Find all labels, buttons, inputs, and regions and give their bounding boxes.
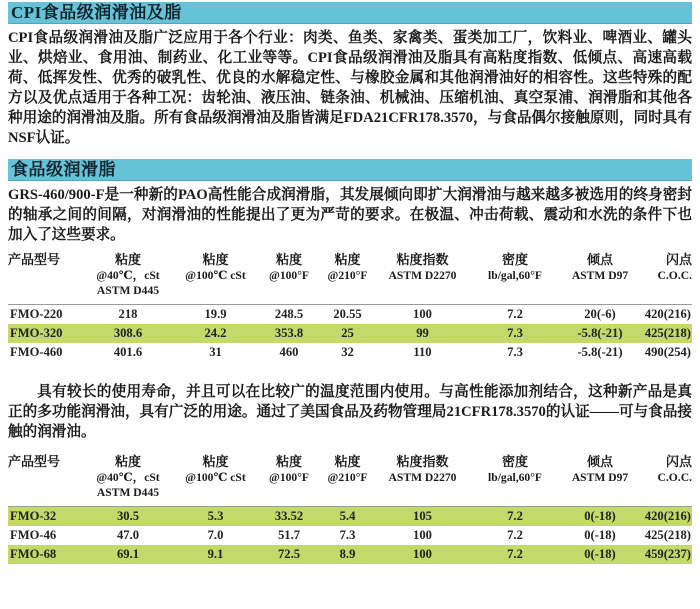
value-cell: 420(216): [640, 507, 692, 527]
value-cell: -5.8(-21): [560, 324, 640, 343]
intro-paragraph: CPI食品级润滑油及脂广泛应用于各个行业：肉类、鱼类、家禽类、蛋类加工厂，饮料业、啤酒业、罐头业、烘焙业、食用油、制药业、化工业等等。CPI食品级润滑油及脂具有高粘度指数、低倾点、高速高载荷、低挥发性、优秀的破乳性、优良的水解稳定性、与橡胶金属和其他润滑油好的相容性。这些特殊的配方以及优点适用于各种工况：齿轮油、液压油、链条油、机械油、压缩机油、真空泵浦、润滑脂和其他各种用途的润滑油及脂。所有食品级润滑油及脂皆满足FDA21CFR178.3570，与食品偶尔接触原则，同时具有NSF认证。: [8, 30, 692, 146]
value-cell: 353.8: [258, 324, 320, 343]
value-cell: 0(-18): [560, 545, 640, 564]
value-cell: 31: [209, 345, 222, 359]
column-header: 粘度指数 ASTM D2270: [375, 454, 470, 507]
column-header: 粘度 @100℃ cSt: [173, 252, 258, 305]
value-cell: 308.6: [83, 324, 173, 343]
column-header: 闪点 C.O.C.: [640, 454, 692, 507]
value-cell: 0(-18): [560, 507, 640, 527]
value-cell: 248.5: [274, 307, 304, 321]
value-cell: 459(237): [640, 545, 692, 564]
spacer: [8, 148, 692, 159]
value-cell: -5.8(-21): [577, 345, 623, 359]
value-cell: 100: [413, 307, 432, 321]
spacer: [8, 362, 692, 378]
value-cell: 20.55: [333, 307, 362, 321]
value-cell: 218: [118, 307, 138, 321]
value-cell: 7.3: [470, 324, 560, 343]
column-header: 倾点 ASTM D97: [560, 454, 640, 507]
value-cell: 425(218): [644, 528, 691, 542]
spec-table-body: [8, 305, 692, 363]
product-model-cell: FMO-320: [8, 324, 83, 343]
value-cell: 7.3: [339, 528, 356, 542]
table-row: [8, 526, 692, 545]
value-cell: 7.2: [470, 507, 560, 527]
column-header: 产品型号: [8, 252, 61, 267]
value-cell: 25: [320, 324, 375, 343]
spec-table-header: [8, 252, 692, 305]
section-title: 食品级润滑脂: [11, 160, 116, 179]
header-row: [8, 454, 692, 507]
spec-table-fmo-heavy: [8, 252, 692, 362]
value-cell: 0(-18): [584, 528, 616, 542]
value-cell: 100: [413, 528, 432, 542]
value-cell: 7.2: [507, 307, 523, 321]
column-subheader: ASTM D2270: [388, 471, 457, 484]
column-subheader: ASTM D445: [96, 486, 160, 499]
column-subheader: C.O.C.: [657, 269, 692, 282]
value-cell: 420(216): [644, 307, 691, 321]
value-cell: 105: [375, 507, 470, 527]
value-cell: 110: [413, 345, 432, 359]
table-row: [8, 305, 692, 325]
value-cell: 7.2: [470, 545, 560, 564]
table-row: [8, 507, 692, 527]
value-cell: 51.7: [277, 528, 301, 542]
column-subheader: ASTM D97: [571, 269, 629, 282]
value-cell: 72.5: [258, 545, 320, 564]
column-subheader: @100℃ cSt: [185, 269, 246, 282]
column-subheader: lb/gal,60°F: [488, 269, 542, 282]
product-model-cell: FMO-68: [8, 545, 83, 564]
value-cell: 401.6: [113, 345, 143, 359]
column-header: 闪点 C.O.C.: [640, 252, 692, 305]
table-row: [8, 545, 692, 564]
table-row: [8, 343, 692, 362]
column-subheader: @100°F: [269, 269, 309, 282]
column-header: 粘度指数 ASTM D2270: [375, 252, 470, 305]
header-row: [8, 252, 692, 305]
section-title-bar-lubricants: [8, 2, 692, 24]
product-model-cell: FMO-460: [10, 345, 63, 359]
column-subheader: lb/gal,60°F: [488, 471, 542, 484]
value-cell: 7.2: [507, 528, 523, 542]
column-header: 粘度 @40℃，cSt ASTM D445: [83, 454, 173, 507]
value-cell: 7.3: [507, 345, 523, 359]
value-cell: 24.2: [173, 324, 258, 343]
value-cell: 19.9: [204, 307, 227, 321]
value-cell: 33.52: [258, 507, 320, 527]
value-cell: 8.9: [320, 545, 375, 564]
column-subheader: @40℃，cSt: [96, 471, 160, 484]
column-subheader: ASTM D2270: [388, 269, 457, 282]
value-cell: 47.0: [116, 528, 140, 542]
spec-table-fmo-light: [8, 454, 692, 564]
column-header: 粘度 @100°F: [258, 252, 320, 305]
product-model-cell: FMO-220: [10, 307, 63, 321]
value-cell: 20(-6): [584, 307, 616, 321]
value-cell: 460: [279, 345, 299, 359]
column-header: 倾点 ASTM D97: [560, 252, 640, 305]
column-subheader: @40℃，cSt: [96, 269, 160, 282]
grease-paragraph: GRS-460/900-F是一种新的PAO高性能合成润滑脂，其发展倾向即扩大润滑油与越来越多被选用的终身密封的轴承之间的间隔，对润滑油的性能提出了更为严苛的要求。在极温、冲击荷载、震动和水洗的条件下也加入了这些要求。: [8, 187, 692, 243]
column-header: 粘度 @210°F: [320, 252, 375, 305]
value-cell: 7.0: [207, 528, 224, 542]
value-cell: 99: [375, 324, 470, 343]
lifetime-paragraph: 具有较长的使用寿命，并且可以在比较广的温度范围内使用。与高性能添加剂结合，这种新产品是真正的多功能润滑油，具有广泛的用途。通过了美国食品及药物管理局21CFR178.3570的认证——可与食品接触的润滑油。: [8, 384, 692, 440]
column-subheader: @210°F: [327, 471, 368, 484]
column-subheader: @100°F: [269, 471, 309, 484]
column-header: 密度 lb/gal,60°F: [470, 252, 560, 305]
value-cell: 30.5: [83, 507, 173, 527]
value-cell: 69.1: [83, 545, 173, 564]
section-title-bar-grease: [8, 159, 692, 181]
product-model-cell: FMO-46: [10, 528, 57, 542]
value-cell: 5.3: [173, 507, 258, 527]
column-subheader: ASTM D445: [96, 284, 160, 297]
spec-table-header: [8, 454, 692, 507]
column-subheader: @210°F: [327, 269, 368, 282]
table-row: [8, 324, 692, 343]
value-cell: 425(218): [640, 324, 692, 343]
column-header: 粘度 @210°F: [320, 454, 375, 507]
column-header: 粘度 @100°F: [258, 454, 320, 507]
column-header: 密度 lb/gal,60°F: [470, 454, 560, 507]
column-header: 粘度 @100℃ cSt: [173, 454, 258, 507]
column-header: 粘度 @40℃，cSt ASTM D445: [83, 252, 173, 305]
section-title: CPI食品级润滑油及脂: [11, 3, 182, 22]
column-subheader: ASTM D97: [571, 471, 629, 484]
value-cell: 9.1: [173, 545, 258, 564]
column-subheader: @100℃ cSt: [185, 471, 246, 484]
value-cell: 5.4: [320, 507, 375, 527]
spec-table-body: [8, 507, 692, 565]
value-cell: 32: [341, 345, 354, 359]
value-cell: 490(254): [644, 345, 691, 359]
column-header: 产品型号: [8, 454, 61, 469]
column-subheader: C.O.C.: [657, 471, 692, 484]
product-model-cell: FMO-32: [8, 507, 83, 527]
value-cell: 100: [375, 545, 470, 564]
